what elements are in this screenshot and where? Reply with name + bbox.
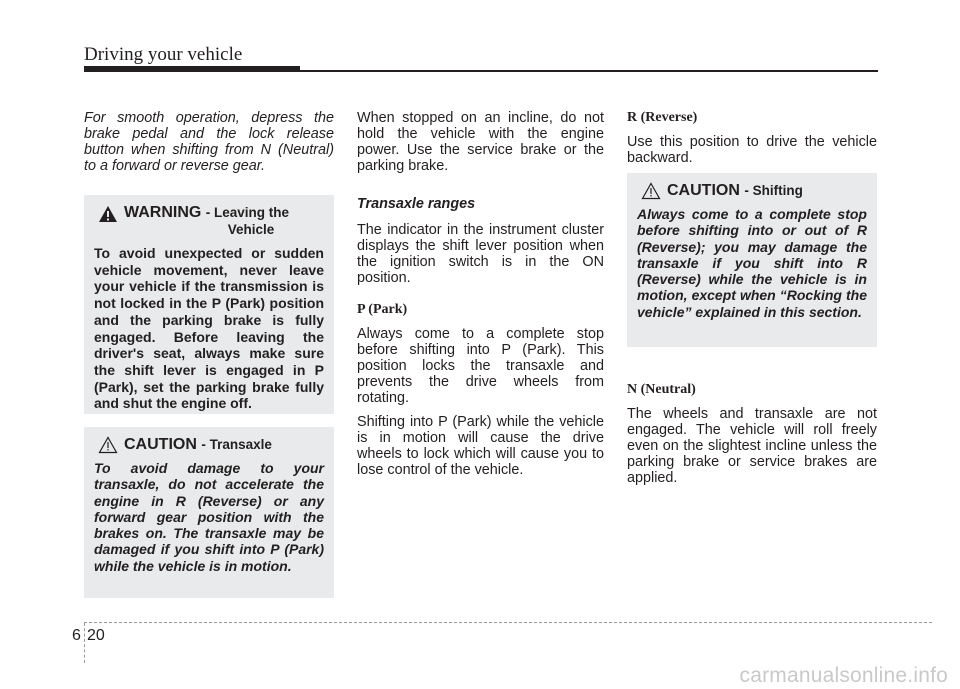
warning-heading xyxy=(98,204,324,223)
caution-transaxle-subtitle: - Transaxle xyxy=(201,437,272,452)
transaxle-ranges-heading: Transaxle ranges xyxy=(357,196,476,212)
intro-paragraph: For smooth operation, depress the brake pedal and the lock release button when shifting from N (Neutral) to a forward or reverse gear. xyxy=(84,110,334,174)
caution-shifting-title xyxy=(667,182,803,200)
caution-transaxle-title xyxy=(124,436,272,454)
caution-triangle-icon xyxy=(641,182,661,200)
caution-shifting-label: CAUTION xyxy=(667,182,740,199)
caution-transaxle-box xyxy=(84,427,334,598)
footer-divider xyxy=(84,623,85,663)
incline-paragraph: When stopped on an incline, do not hold the vehicle with the engine power. Use the service brake or the parking brake. xyxy=(357,110,604,174)
ranges-paragraph: The indicator in the instrument cluster displays the shift lever position when the ignition switch is in the ON position. xyxy=(357,222,604,286)
site-watermark: carmanualsonline.info xyxy=(739,664,948,687)
neutral-heading: N (Neutral) xyxy=(627,382,696,397)
park-paragraph-2: Shifting into P (Park) while the vehicle is in motion will cause the drive wheels to lock which will cause you to lose control of the vehicle. xyxy=(357,414,604,478)
caution-shifting-body: Always come to a complete stop before shifting into or out of R (Reverse); you may damage the transaxle if you shift into R (Reverse) while the vehicle is in motion, except when “Rocking the vehicle” explained in this section. xyxy=(637,206,867,320)
reverse-heading: R (Reverse) xyxy=(627,110,698,125)
warning-subtitle: - Leaving the xyxy=(205,205,290,220)
park-heading: P (Park) xyxy=(357,302,408,317)
caution-shifting-heading xyxy=(641,182,867,200)
warning-title xyxy=(124,204,289,222)
neutral-paragraph: The wheels and transaxle are not engaged. The vehicle will roll freely even on the slightest incline unless the parking brake or service brakes are applied. xyxy=(627,406,877,486)
footer-rule xyxy=(84,622,932,623)
warning-subtitle-line2: Vehicle xyxy=(227,222,275,237)
reverse-paragraph: Use this position to drive the vehicle backward. xyxy=(627,134,877,166)
column-right xyxy=(627,110,877,174)
caution-transaxle-label: CAUTION xyxy=(124,436,197,453)
warning-label: WARNING xyxy=(124,204,202,221)
header-rule-thick xyxy=(84,66,300,72)
warning-body: To avoid unexpected or sudden vehicle movement, never leave your vehicle if the transmission is not locked in the P (Park) position and the parking brake is fully engaged. Before leaving the driver's seat, always make sure the shift lever is engaged in P (Park), set the parking brake fully and shut the engine off. xyxy=(94,245,324,412)
caution-transaxle-body: To avoid damage to your transaxle, do not accelerate the engine in R (Reverse) or any forward gear position with the brakes on. The transaxle may be damaged if you shift into P (Park) while the vehicle is in motion. xyxy=(94,460,324,574)
column-left xyxy=(84,110,334,182)
caution-shifting-box xyxy=(627,173,877,347)
warning-box xyxy=(84,195,334,414)
header-rule-thin xyxy=(300,70,878,72)
caution-triangle-icon xyxy=(98,436,118,454)
chapter-number: 6 xyxy=(72,627,81,644)
caution-transaxle-heading xyxy=(98,436,324,454)
page-header-title: Driving your vehicle xyxy=(84,44,243,65)
caution-shifting-subtitle: - Shifting xyxy=(744,183,803,198)
park-paragraph-1: Always come to a complete stop before shifting into P (Park). This position locks the transaxle and prevents the drive wheels from rotating. xyxy=(357,326,604,406)
page-number: 20 xyxy=(87,627,105,644)
warning-triangle-icon xyxy=(98,205,118,223)
column-middle xyxy=(357,110,604,486)
neutral-section xyxy=(627,382,877,494)
